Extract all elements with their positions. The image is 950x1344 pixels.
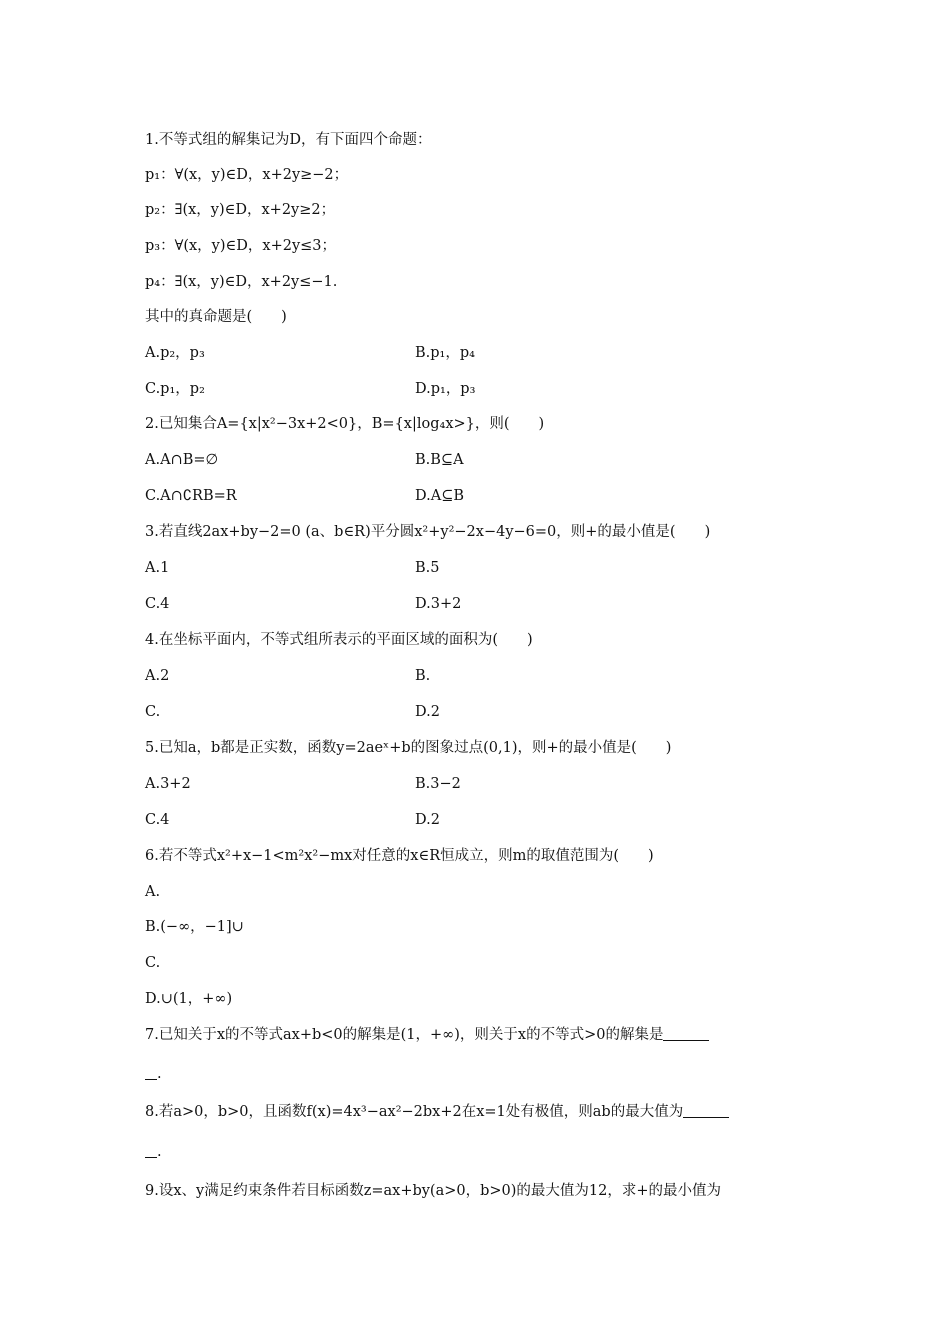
q2-option-d: D.A⊆B — [415, 488, 464, 504]
q4-option-a: A.2 — [145, 668, 170, 684]
q8-stem-text: 8.若a>0，b>0，且函数f(x)=4x³−ax²−2bx+2在x=1处有极值，则ab的最大值为 — [145, 1104, 684, 1120]
q7-tail-text: . — [157, 1066, 162, 1082]
q6-option-a: A. — [145, 884, 161, 900]
q8-tail-text: . — [157, 1144, 162, 1160]
q1-option-c: C.p₁，p₂ — [145, 381, 205, 397]
q8-tail — [145, 1142, 162, 1162]
q8-stem — [145, 1102, 729, 1122]
q1-stem: 1.不等式组的解集记为D，有下面四个命题： — [145, 132, 432, 148]
q1-option-d: D.p₁，p₃ — [415, 381, 476, 397]
q1-p4: p₄：∃(x，y)∈D，x+2y≤−1. — [145, 274, 338, 290]
q5-stem: 5.已知a，b都是正实数，函数y=2aeˣ+b的图象过点(0,1)，则+的最小值是( ) — [145, 740, 672, 756]
q5-option-b: B.3−2 — [415, 776, 461, 792]
q6-stem: 6.若不等式x²+x−1<m²x²−mx对任意的x∈R恒成立，则m的取值范围为( ) — [145, 848, 654, 864]
q1-p2: p₂：∃(x，y)∈D，x+2y≥2； — [145, 202, 336, 218]
q3-option-a: A.1 — [145, 560, 170, 576]
q2-option-c: C.A∩∁RB=R — [145, 488, 237, 504]
q6-option-d: D.∪(1，+∞) — [145, 991, 233, 1007]
q7-stem-text: 7.已知关于x的不等式ax+b<0的解集是(1，+∞)，则关于x的不等式>0的解集是 — [145, 1027, 664, 1043]
q1-option-b: B.p₁，p₄ — [415, 345, 475, 361]
q5-option-d: D.2 — [415, 812, 440, 828]
q4-option-c: C. — [145, 704, 161, 720]
q7-tail — [145, 1064, 162, 1084]
q4-stem: 4.在坐标平面内，不等式组所表示的平面区域的面积为( ) — [145, 632, 533, 648]
q1-p1: p₁：∀(x，y)∈D，x+2y≥−2； — [145, 167, 349, 183]
q3-option-c: C.4 — [145, 596, 170, 612]
q4-option-d: D.2 — [415, 704, 440, 720]
q1-ask: 其中的真命题是( ) — [145, 309, 287, 325]
q2-option-b: B.B⊆A — [415, 452, 464, 468]
q6-option-b: B.(−∞，−1]∪ — [145, 919, 244, 935]
q3-stem: 3.若直线2ax+by−2=0 (a、b∈R)平分圆x²+y²−2x−4y−6=0，则+的最小值是( ) — [145, 524, 711, 540]
q4-option-b: B. — [415, 668, 431, 684]
q9-stem: 9.设x、y满足约束条件若目标函数z=ax+by(a>0，b>0)的最大值为12，求+的最小值为 — [145, 1183, 722, 1199]
q5-option-c: C.4 — [145, 812, 170, 828]
q2-stem: 2.已知集合A={x|x²−3x+2<0}，B={x|log₄x>}，则( ) — [145, 416, 545, 432]
q7-answer-blank[interactable] — [663, 1026, 709, 1041]
q7-stem — [145, 1025, 709, 1045]
q2-option-a: A.A∩B=∅ — [145, 452, 219, 468]
q1-option-a: A.p₂，p₃ — [145, 345, 205, 361]
q8-answer-blank[interactable] — [683, 1103, 729, 1118]
q5-option-a: A.3+2 — [145, 776, 191, 792]
q3-option-d: D.3+2 — [415, 596, 462, 612]
q8-answer-blank-cont[interactable] — [145, 1143, 157, 1158]
q1-p3: p₃：∀(x，y)∈D，x+2y≤3； — [145, 238, 337, 254]
q7-answer-blank-cont[interactable] — [145, 1065, 157, 1080]
q3-option-b: B.5 — [415, 560, 440, 576]
q6-option-c: C. — [145, 955, 161, 971]
